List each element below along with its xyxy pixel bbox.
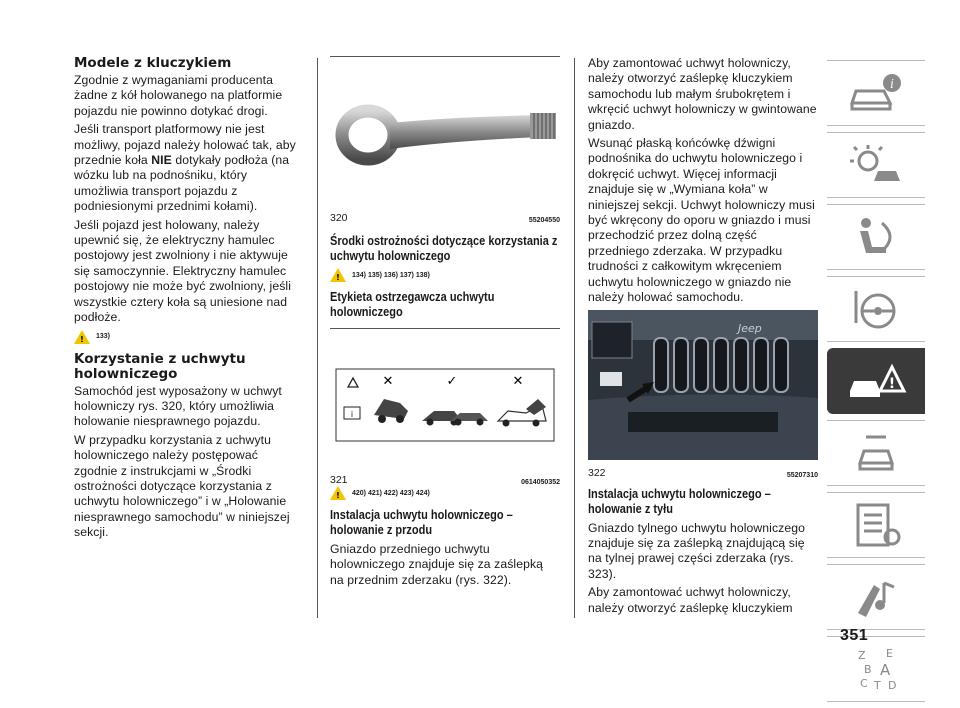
tab-car-maintenance[interactable] bbox=[827, 420, 925, 486]
warning-references: ! 134) 135) 136) 137) 138) bbox=[330, 268, 560, 282]
alphabet-index-icon bbox=[846, 645, 906, 693]
page-number: 351 bbox=[840, 627, 869, 644]
chapter-tabs bbox=[827, 60, 925, 708]
svg-text:i: i bbox=[350, 410, 354, 419]
svg-text:Z: Z bbox=[858, 649, 866, 662]
figure-320 bbox=[330, 57, 560, 224]
column-divider bbox=[574, 58, 575, 618]
figure-caption: 321 0614050352 bbox=[330, 474, 560, 486]
svg-text:i: i bbox=[890, 77, 894, 91]
svg-text:!: ! bbox=[80, 334, 84, 344]
warning-icon bbox=[330, 268, 346, 282]
tab-steering-wheel[interactable] bbox=[827, 276, 925, 342]
towing-warning-label-image bbox=[330, 329, 560, 467]
paragraph: Aby zamontować uchwyt holowniczy, należy otworzyć zaślepkę kluczykiem bbox=[588, 585, 793, 615]
multimedia-icon bbox=[846, 573, 906, 621]
svg-text:✕: ✕ bbox=[382, 374, 394, 389]
front-bumper-photo bbox=[588, 310, 818, 460]
paragraph: Samochód jest wyposażony w uchwyt holowniczy rys. 320, który umożliwia holowanie niesprawnego pojazdu. bbox=[74, 383, 282, 429]
svg-text:✓: ✓ bbox=[446, 374, 458, 389]
section-heading: Instalacja uchwytu holowniczego – holowanie z przodu bbox=[330, 508, 513, 537]
paragraph: Zgodnie z wymaganiami producenta żadne z kół holowanego na platformie pojazdu nie powinno dotykać drogi. bbox=[74, 73, 283, 118]
column-2 bbox=[330, 56, 560, 591]
column-1 bbox=[74, 56, 296, 544]
svg-text:!: ! bbox=[888, 376, 896, 392]
warning-icon bbox=[330, 486, 346, 500]
section-heading: Środki ostrożności dotyczące korzystania z uchwytu holowniczego bbox=[330, 234, 558, 263]
paragraph: Jeśli pojazd jest holowany, należy upewnić się, że elektryczny hamulec postojowy jest zwolniony i nie aktywuje się samoczynnie. Elektryczny hamulec postojowy nie może być zwolniony, jeśli wszystkie cztery koła są uniesione nad podłoże. bbox=[74, 217, 292, 325]
tab-dashboard-lights[interactable] bbox=[827, 132, 925, 198]
tab-multimedia[interactable] bbox=[827, 564, 925, 630]
svg-text:!: ! bbox=[336, 491, 340, 500]
section-heading: Korzystanie z uchwytu holowniczego bbox=[74, 350, 246, 382]
tab-alphabet-index[interactable] bbox=[827, 636, 925, 702]
svg-text:D: D bbox=[888, 679, 897, 692]
svg-text:B: B bbox=[864, 663, 872, 676]
seat-airbag-icon bbox=[846, 213, 906, 261]
warning-references: ! 133) bbox=[74, 330, 296, 344]
car-breakdown-icon bbox=[846, 357, 906, 405]
paragraph: W przypadku korzystania z uchwytu holowniczego należy postępować zgodnie z instrukcjami w „Środki ostrożności dotyczące korzystania z uchwytu holowniczego” i w „Holowanie niesprawnego samochodu” w niniejszej sekcji. bbox=[74, 432, 290, 540]
paragraph: Jeśli transport platformowy nie jest możliwy, pojazd należy holować tak, aby przednie koła NIE dotykały podłoża (na wózku lub na podnośniku, który umożliwia transport pojazdu z podniesionymi przednimi kołami). bbox=[74, 122, 296, 214]
tow-eye-image bbox=[330, 57, 560, 205]
svg-text:Jeep: Jeep bbox=[738, 321, 762, 335]
section-heading: Modele z kluczykiem bbox=[74, 55, 232, 71]
svg-text:T: T bbox=[874, 679, 881, 692]
section-heading: Instalacja uchwytu holowniczego – holowanie z tyłu bbox=[588, 486, 771, 516]
column-divider bbox=[317, 58, 318, 618]
tab-car-breakdown[interactable] bbox=[827, 348, 925, 414]
warning-references: ! 420) 421) 422) 423) 424) bbox=[330, 486, 560, 500]
svg-text:A: A bbox=[880, 661, 891, 679]
specifications-list-icon bbox=[846, 501, 906, 549]
steering-wheel-icon bbox=[846, 285, 906, 333]
column-3 bbox=[588, 56, 818, 619]
paragraph: Aby zamontować uchwyt holowniczy, należy otworzyć zaślepkę kluczykiem samochodu lub małym śrubokrętem i wkręcić uchwyt holowniczy w gwintowane gniazdo. bbox=[588, 56, 817, 132]
car-maintenance-icon bbox=[846, 429, 906, 477]
svg-text:C: C bbox=[860, 677, 868, 690]
section-heading: Etykieta ostrzegawcza uchwytu holowniczego bbox=[330, 290, 495, 319]
dashboard-lights-icon bbox=[846, 141, 906, 189]
svg-text:!: ! bbox=[336, 273, 340, 282]
paragraph: Wsunąć płaską końcówkę dźwigni podnośnika do uchwytu holowniczego i dokręcić uchwyt. Więcej informacji znajduje się w „Wymiana koła” w niniejszej sekcji. Uchwyt holowniczy musi być wkręcony do oporu w gniazdo i musi przechodzić przez dolną część przedniego zderzaka. W przypadku trudności z całkowitym wkręceniem uchwytu holowniczego w gniazdo nie należy holować samochodu. bbox=[588, 136, 815, 305]
figure-caption: 322 55207310 bbox=[588, 466, 818, 479]
tab-car-info[interactable] bbox=[827, 60, 925, 126]
car-info-icon bbox=[846, 69, 906, 117]
tab-seat-airbag[interactable] bbox=[827, 204, 925, 270]
warning-icon bbox=[74, 330, 90, 344]
figure-322 bbox=[588, 310, 818, 479]
paragraph: Gniazdo tylnego uchwytu holowniczego znajduje się za zaślepką znajdującą się na tylnej prawej części zderzaka (rys. 323). bbox=[588, 520, 806, 581]
tab-specifications[interactable] bbox=[827, 492, 925, 558]
figure-caption: 320 55204550 bbox=[330, 212, 560, 224]
svg-text:E: E bbox=[886, 647, 893, 660]
paragraph: Gniazdo przedniego uchwytu holowniczego znajduje się za zaślepką na przednim zderzaku (rys. 322). bbox=[330, 542, 544, 587]
figure-321 bbox=[330, 329, 560, 486]
svg-text:✕: ✕ bbox=[512, 374, 524, 389]
